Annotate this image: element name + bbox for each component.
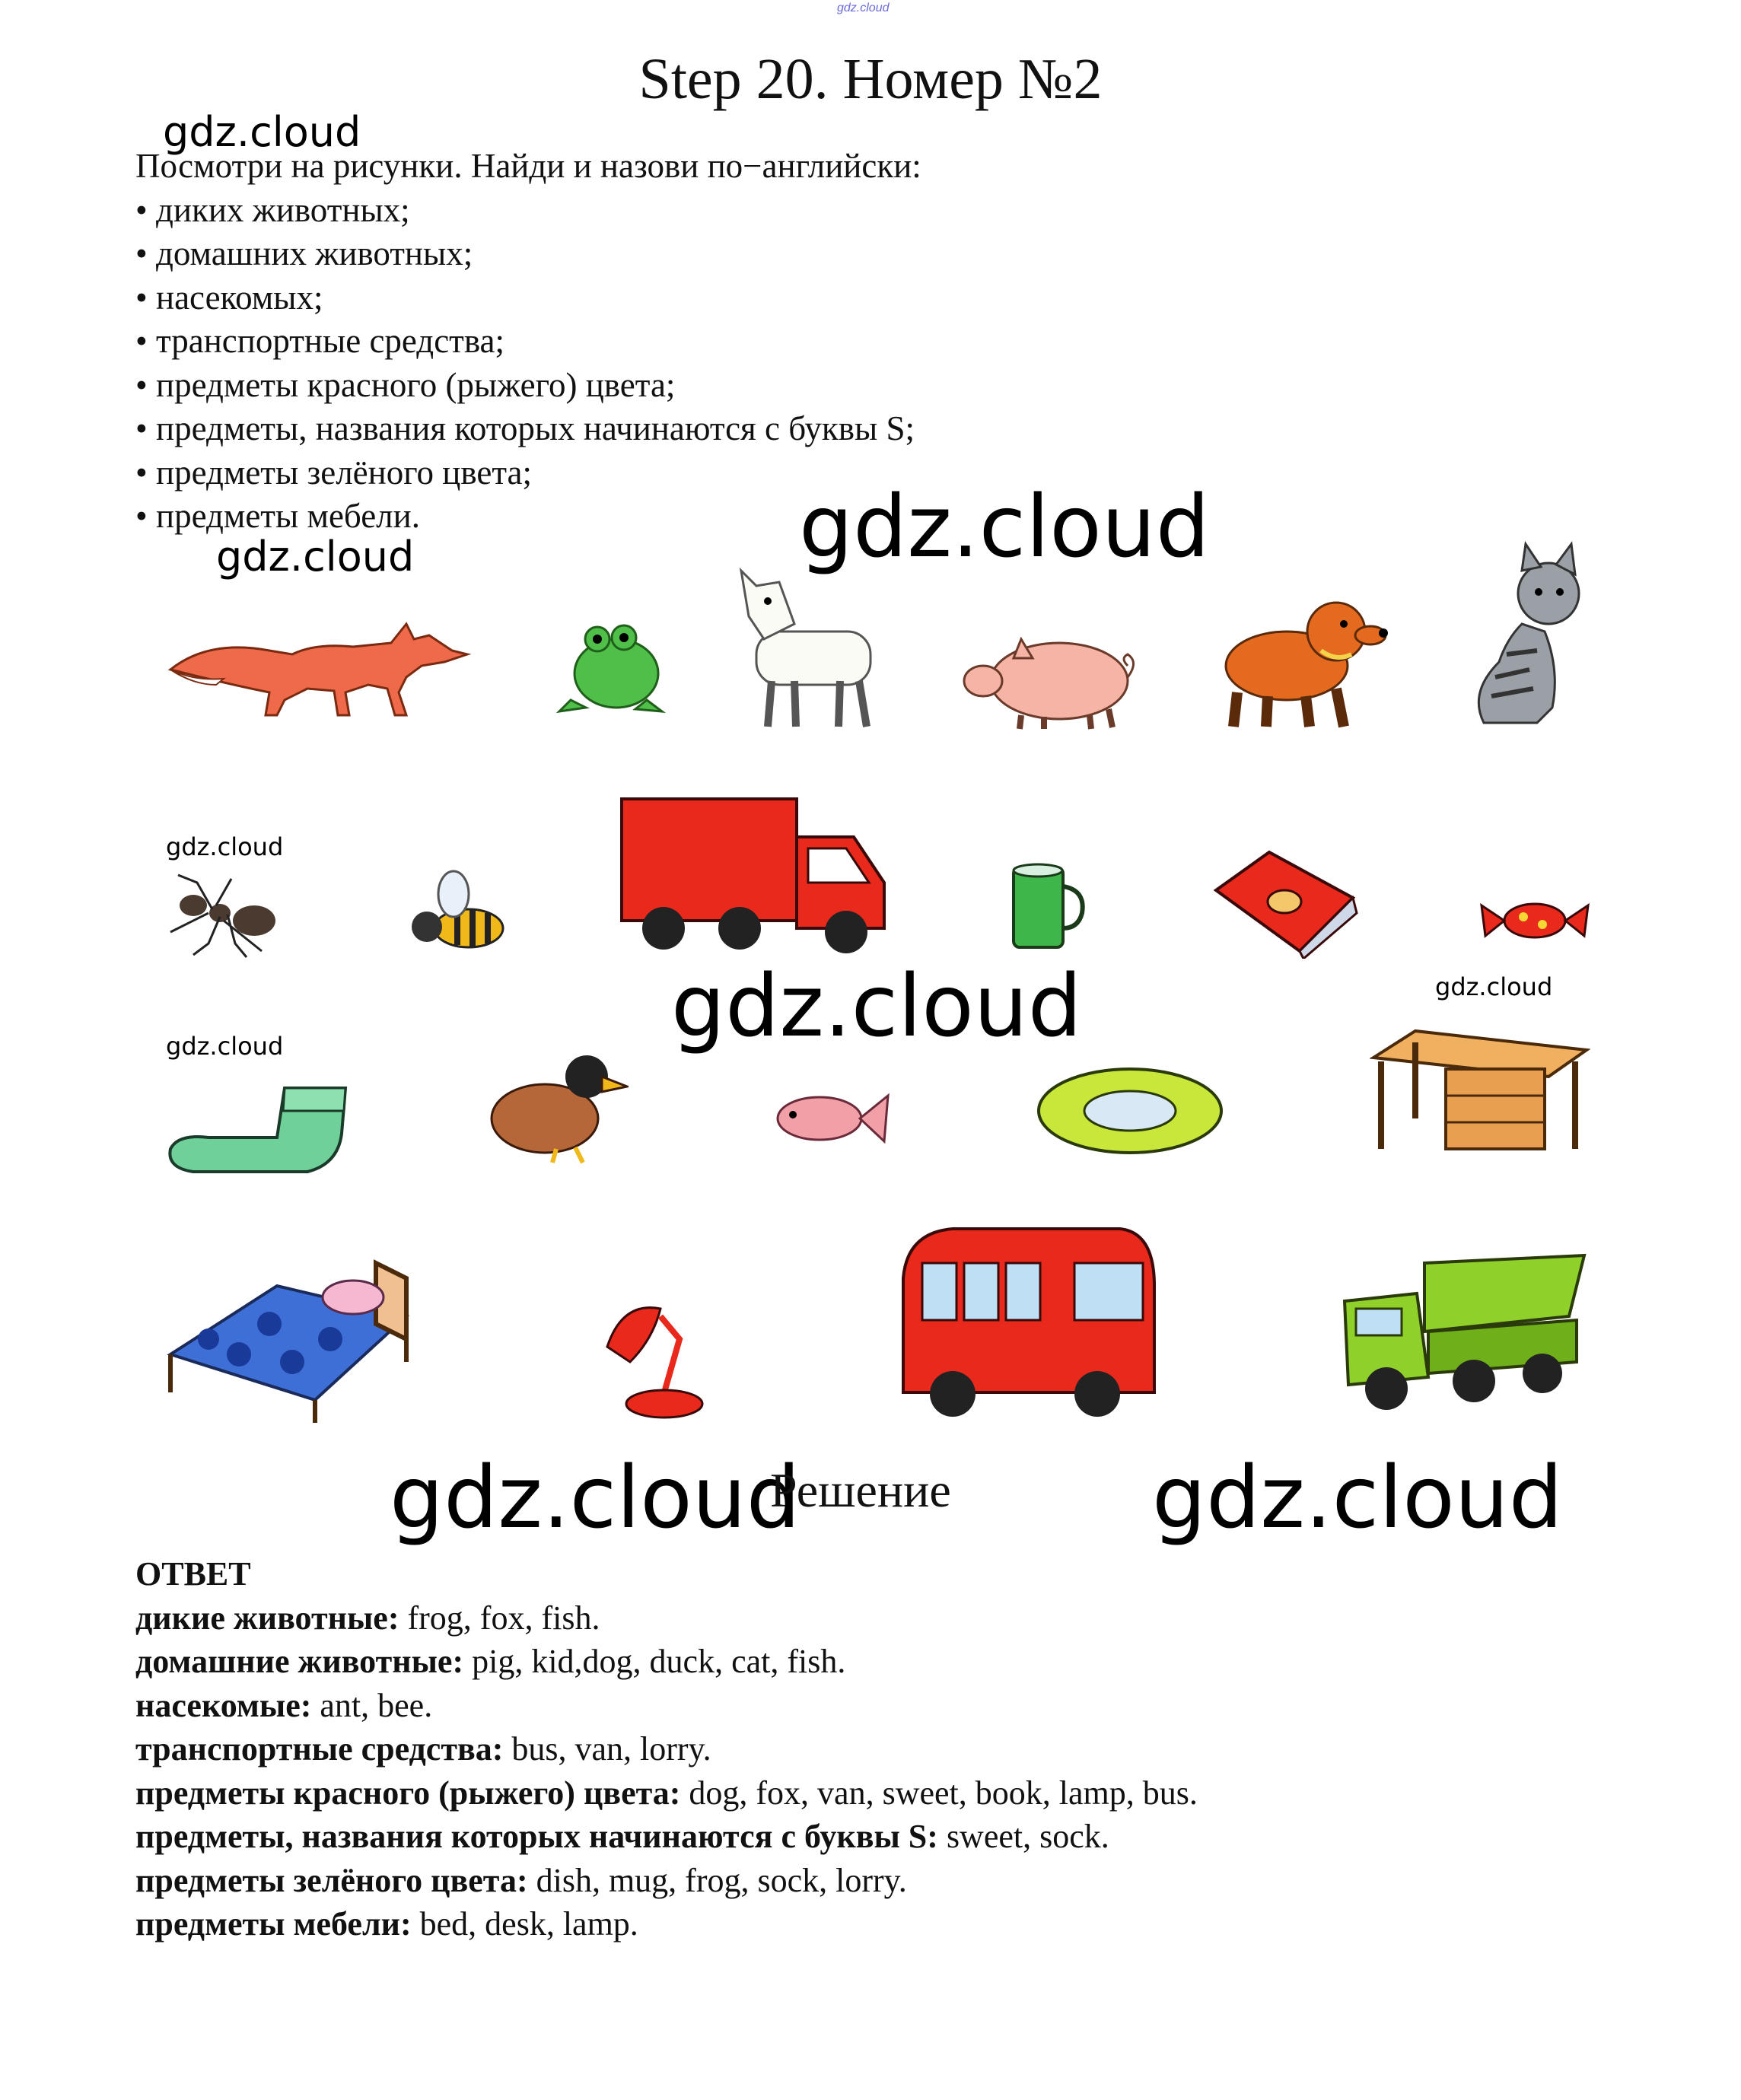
task-intro: Посмотри на рисунки. Найди и назови по−английски: — [135, 147, 921, 185]
answer-row: предметы красного (рыжего) цвета: dog, fox, van, sweet, book, lamp, bus. — [135, 1774, 1198, 1812]
answer-row: насекомые: ant, bee. — [135, 1686, 433, 1724]
watermark: gdz.cloud — [671, 957, 1082, 1056]
task-item: • транспортные средства; — [135, 322, 504, 360]
dish-picture — [1035, 1065, 1225, 1157]
desk-picture — [1370, 1027, 1590, 1157]
bus-picture — [899, 1217, 1158, 1423]
answer-row: домашние животные: pig, kid,dog, duck, cat, fish. — [135, 1643, 846, 1680]
watermark: gdz.cloud — [163, 108, 361, 156]
kid-picture — [726, 555, 893, 730]
task-item: • насекомых; — [135, 278, 323, 317]
task-item: • домашних животных; — [135, 234, 473, 272]
task-item: • предметы мебели. — [135, 497, 420, 535]
task-item: • диких животных; — [135, 190, 410, 229]
duck-picture — [484, 1042, 629, 1164]
answer-heading: ОТВЕТ — [135, 1555, 251, 1592]
bee-picture — [393, 867, 507, 959]
fox-picture — [163, 609, 482, 723]
sweet-picture — [1478, 890, 1592, 951]
sock-picture — [163, 1080, 353, 1179]
dog-picture — [1214, 593, 1389, 730]
lamp-picture — [600, 1293, 714, 1423]
lorry-picture — [1341, 1248, 1592, 1415]
watermark: gdz.cloud — [390, 1449, 800, 1548]
watermark: gdz.cloud — [216, 533, 415, 581]
watermark: gdz.cloud — [1435, 972, 1553, 1001]
mug-picture — [1006, 860, 1090, 955]
fish-picture — [770, 1080, 892, 1157]
answer-block — [135, 1552, 1198, 1946]
task-item: • предметы красного (рыжего) цвета; — [135, 365, 676, 404]
answer-row: предметы, названия которых начинаются с буквы S: sweet, sock. — [135, 1818, 1109, 1855]
task-item: • предметы зелёного цвета; — [135, 453, 533, 492]
van-picture — [618, 791, 892, 959]
answer-row: предметы зелёного цвета: dish, mug, frog, sock, lorry. — [135, 1861, 907, 1899]
answer-row: предметы мебели: bed, desk, lamp. — [135, 1905, 638, 1943]
watermark: gdz.cloud — [1152, 1449, 1563, 1548]
watermark: gdz.cloud — [166, 1032, 284, 1061]
watermark: gdz.cloud — [799, 478, 1210, 577]
book-picture — [1208, 845, 1361, 959]
solution-label: Решение — [770, 1463, 951, 1517]
pig-picture — [960, 624, 1143, 730]
top-watermark: gdz.cloud — [837, 2, 890, 14]
task-item: • предметы, названия которых начинаются с буквы S; — [135, 409, 915, 447]
bed-picture — [163, 1248, 414, 1423]
answer-row: транспортные средства: bus, van, lorry. — [135, 1730, 711, 1768]
page-title: Step 20. Номер №2 — [638, 47, 1103, 111]
frog-picture — [555, 616, 670, 715]
watermark: gdz.cloud — [166, 832, 284, 861]
cat-picture — [1461, 540, 1590, 730]
ant-picture — [163, 867, 285, 959]
task-text — [135, 145, 921, 539]
answer-row: дикие животные: frog, fox, fish. — [135, 1599, 600, 1637]
